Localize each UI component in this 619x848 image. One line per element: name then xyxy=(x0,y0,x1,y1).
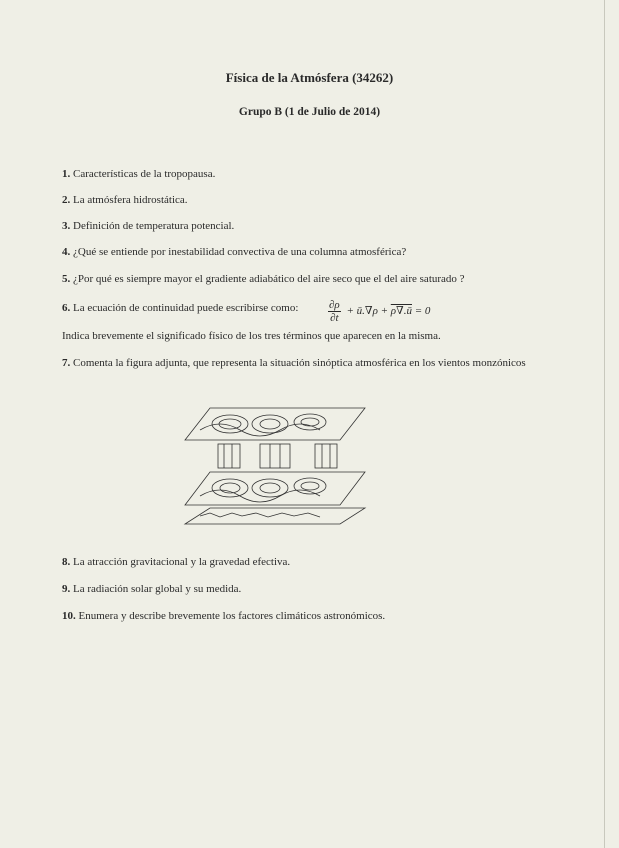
question-text: La atmósfera hidrostática. xyxy=(73,194,188,206)
question-number: 7. xyxy=(62,357,71,369)
question-6-continuation xyxy=(62,330,441,343)
question-text: Comenta la figura adjunta, que representa la situación sinóptica atmosférica en los vientos monzónicos xyxy=(73,357,526,369)
question-7 xyxy=(62,357,542,370)
question-text: Enumera y describe brevemente los factores climáticos astronómicos. xyxy=(78,610,386,622)
question-8 xyxy=(62,556,290,569)
question-text: Características de la tropopausa. xyxy=(73,168,216,180)
question-text: ¿Por qué es siempre mayor el gradiente adiabático del aire seco que el del aire saturado ? xyxy=(73,273,465,285)
question-number: 1. xyxy=(62,168,71,180)
question-number: 4. xyxy=(62,246,71,258)
question-text: Definición de temperatura potencial. xyxy=(73,220,235,232)
question-3 xyxy=(62,220,234,233)
formula-rhs: = 0 xyxy=(414,305,431,318)
question-number: 8. xyxy=(62,556,71,568)
question-9 xyxy=(62,583,241,596)
exam-title: Física de la Atmósfera (34262) xyxy=(225,70,394,85)
question-4 xyxy=(62,246,406,259)
question-2 xyxy=(62,194,188,207)
question-5 xyxy=(62,273,465,286)
question-text: La ecuación de continuidad puede escribirse como: xyxy=(73,302,299,314)
exam-subtitle: Grupo B (1 de Julio de 2014) xyxy=(238,106,381,118)
question-number: 2. xyxy=(62,194,71,206)
formula-term-advection: + ū.∇ρ + xyxy=(346,305,389,318)
continuity-equation xyxy=(328,299,430,324)
monsoon-synoptic-figure xyxy=(180,400,370,528)
question-number: 5. xyxy=(62,273,71,285)
ground-plane xyxy=(185,508,365,524)
formula-numerator: ∂ρ xyxy=(329,299,340,311)
question-text: La atracción gravitacional y la gravedad efectiva. xyxy=(73,556,291,568)
question-number: 10. xyxy=(62,610,76,622)
formula-term-divergence: ρ∇.ū xyxy=(390,305,412,318)
question-number: 9. xyxy=(62,583,71,595)
formula-fraction xyxy=(328,299,341,324)
question-text: ¿Qué se entiende por inestabilidad convectiva de una columna atmosférica? xyxy=(73,246,407,258)
question-10 xyxy=(62,610,385,623)
question-1 xyxy=(62,168,215,181)
page-edge-line xyxy=(604,0,605,848)
question-6 xyxy=(62,302,298,315)
question-text: La radiación solar global y su medida. xyxy=(73,583,242,595)
question-number: 3. xyxy=(62,220,71,232)
question-text: Indica brevemente el significado físico de los tres términos que aparecen en la misma. xyxy=(62,330,441,342)
formula-denominator: ∂t xyxy=(330,312,339,324)
question-number: 6. xyxy=(62,302,71,314)
